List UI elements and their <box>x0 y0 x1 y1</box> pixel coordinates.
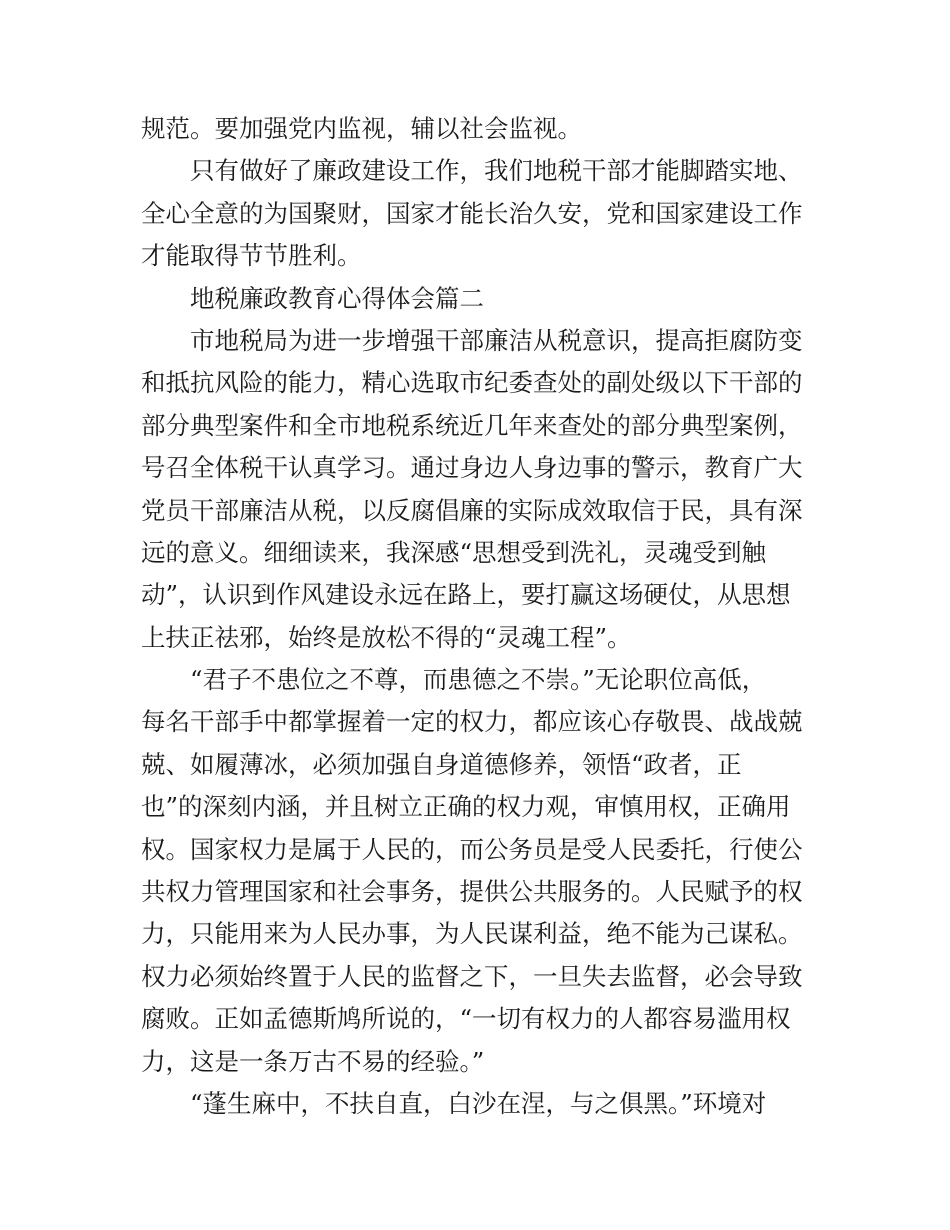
text-line: 每名干部手中都掌握着一定的权力，都应该心存敬畏、战战兢 <box>141 707 803 737</box>
text-line: 和抵抗风险的能力，精心选取市纪委查处的副处级以下干部的 <box>141 368 803 398</box>
text-line: 上扶正祛邪，始终是放松不得的“灵魂工程”。 <box>141 622 632 652</box>
paragraph-start-line: “蓬生麻中，不扶自直，白沙在涅，与之俱黑。”环境对 <box>190 1088 767 1118</box>
text-line: 才能取得节节胜利。 <box>141 241 362 271</box>
text-line: 兢、如履薄冰，必须加强自身道德修养，领悟“政者，正 <box>141 749 742 779</box>
text-line: 共权力管理国家和社会事务，提供公共服务的。人民赋予的权 <box>141 877 803 907</box>
body-text <box>141 108 813 1125</box>
text-line: 权力必须始终置于人民的监督之下，一旦失去监督，必会导致 <box>141 961 803 991</box>
paragraph-start-line: 市地税局为进一步增强干部廉洁从税意识，提高拒腐防变 <box>190 325 803 355</box>
text-line: 远的意义。细细读来，我深感“思想受到洗礼，灵魂受到触 <box>141 537 767 567</box>
text-line: 号召全体税干认真学习。通过身边人身边事的警示，教育广大 <box>141 453 803 483</box>
section-heading: 地税廉政教育心得体会篇二 <box>190 283 484 313</box>
text-line: 力，这是一条万古不易的经验。” <box>141 1046 485 1076</box>
text-line: 权。国家权力是属于人民的，而公务员是受人民委托，行使公 <box>141 834 803 864</box>
text-line: 也”的深刻内涵，并且树立正确的权力观，审慎用权，正确用 <box>141 792 791 822</box>
text-line: 力，只能用来为人民办事，为人民谋利益，绝不能为己谋私。 <box>141 919 803 949</box>
paragraph-start-line: 只有做好了廉政建设工作，我们地税干部才能脚踏实地、 <box>190 156 803 186</box>
paragraph-start-line: “君子不患位之不尊，而患德之不崇。”无论职位高低， <box>190 665 767 695</box>
text-line: 规范。要加强党内监视，辅以社会监视。 <box>141 114 582 143</box>
text-line: 全心全意的为国聚财，国家才能长治久安，党和国家建设工作 <box>141 198 803 228</box>
text-line: 腐败。正如孟德斯鸠所说的，“一切有权力的人都容易滥用权 <box>141 1004 791 1034</box>
text-line: 党员干部廉洁从税，以反腐倡廉的实际成效取信于民，具有深 <box>141 495 803 525</box>
text-line: 部分典型案件和全市地税系统近几年来查处的部分典型案例， <box>141 410 803 440</box>
text-line: 动”，认识到作风建设永远在路上，要打赢这场硬仗，从思想 <box>141 580 791 610</box>
